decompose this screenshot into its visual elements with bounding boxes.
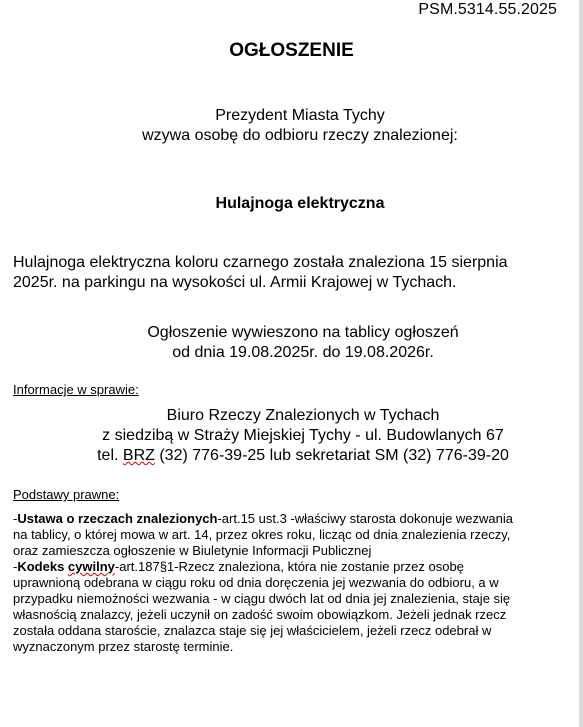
brz-abbreviation: BRZ — [122, 447, 155, 464]
legal-item1-line-2: na tablicy, o której mowa w art. 14, przez okres roku, licząc od dnia znalezienia rzeczy, — [13, 527, 511, 542]
legal-item2-line-4: własnością znalazcy, jeżeli uczynił on zadość swoim obowiązkom. Jeżeli jednak rzecz — [13, 607, 507, 622]
act-name-civil-code: Kodeks cywilny — [17, 559, 115, 574]
contact-tel-prefix: tel. — [97, 447, 123, 464]
legal-item2-line-6: wyznaczonym przez starostę terminie. — [13, 639, 234, 654]
legal-item-civil-code — [13, 559, 580, 655]
contact-line-2: z siedzibą w Straży Miejskiej Tychy - ul. Budowlanych 67 — [102, 427, 504, 444]
item-description — [13, 253, 583, 293]
description-line-2: 2025r. na parkingu na wysokości ul. Armii Krajowej w Tychach. — [13, 274, 457, 291]
page-title: OGŁOSZENIE — [229, 40, 354, 61]
legal-item1-line-1: -Ustawa o rzeczach znalezionych-art.15 ust.3 -właściwy starosta dokonuje wezwania — [13, 511, 513, 526]
legal-item2-line-1: -Kodeks cywilny-art.187§1-Rzecz znaleziona, która nie zostanie przez osobę — [13, 559, 464, 574]
contact-line-3 — [0, 446, 583, 466]
posting-period — [0, 323, 583, 363]
contact-block — [0, 406, 583, 466]
description-line-1: Hulajnoga elektryczna koloru czarnego została znaleziona 15 sierpnia — [13, 254, 508, 271]
legal-item2-line-2: uprawnioną odebrana w ciągu roku od dnia doręczenia jej wezwania do odbioru, a w — [13, 575, 499, 590]
legal-item2-line-5: została oddana staroście, znalazca staje się jej właścicielem, jeżeli rzecz odebrał w — [13, 623, 492, 638]
intro-line-2: wzywa osobę do odbioru rzeczy znalezionej: — [142, 127, 458, 144]
legal-item-act-on-found-items — [13, 511, 580, 559]
info-heading: Informacje w sprawie: — [13, 382, 139, 397]
item-subject: Hulajnoga elektryczna — [215, 195, 385, 212]
act-name-found-items: Ustawa o rzeczach znalezionych — [17, 511, 218, 526]
posting-line-1: Ogłoszenie wywieszono na tablicy ogłoszeń — [147, 324, 459, 341]
legal-item2-line-3: przypadku niemożności wezwania - w ciągu dwóch lat od dnia jej znalezienia, staje się — [13, 591, 511, 606]
legal-heading: Podstawy prawne: — [13, 487, 120, 502]
legal-item1-line-3: oraz zamieszcza ogłoszenie w Biuletynie Informacji Publicznej — [13, 543, 372, 558]
intro-line-1: Prezydent Miasta Tychy — [215, 107, 385, 124]
intro-block — [0, 106, 583, 146]
contact-line-1: Biuro Rzeczy Znalezionych w Tychach — [166, 407, 440, 424]
reference-number: PSM.5314.55.2025 — [418, 1, 557, 18]
legal-basis — [13, 511, 580, 655]
contact-phone-numbers: (32) 776-39-25 lub sekretariat SM (32) 776-39-20 — [154, 447, 509, 464]
posting-line-2: od dnia 19.08.2025r. do 19.08.2026r. — [172, 344, 434, 361]
